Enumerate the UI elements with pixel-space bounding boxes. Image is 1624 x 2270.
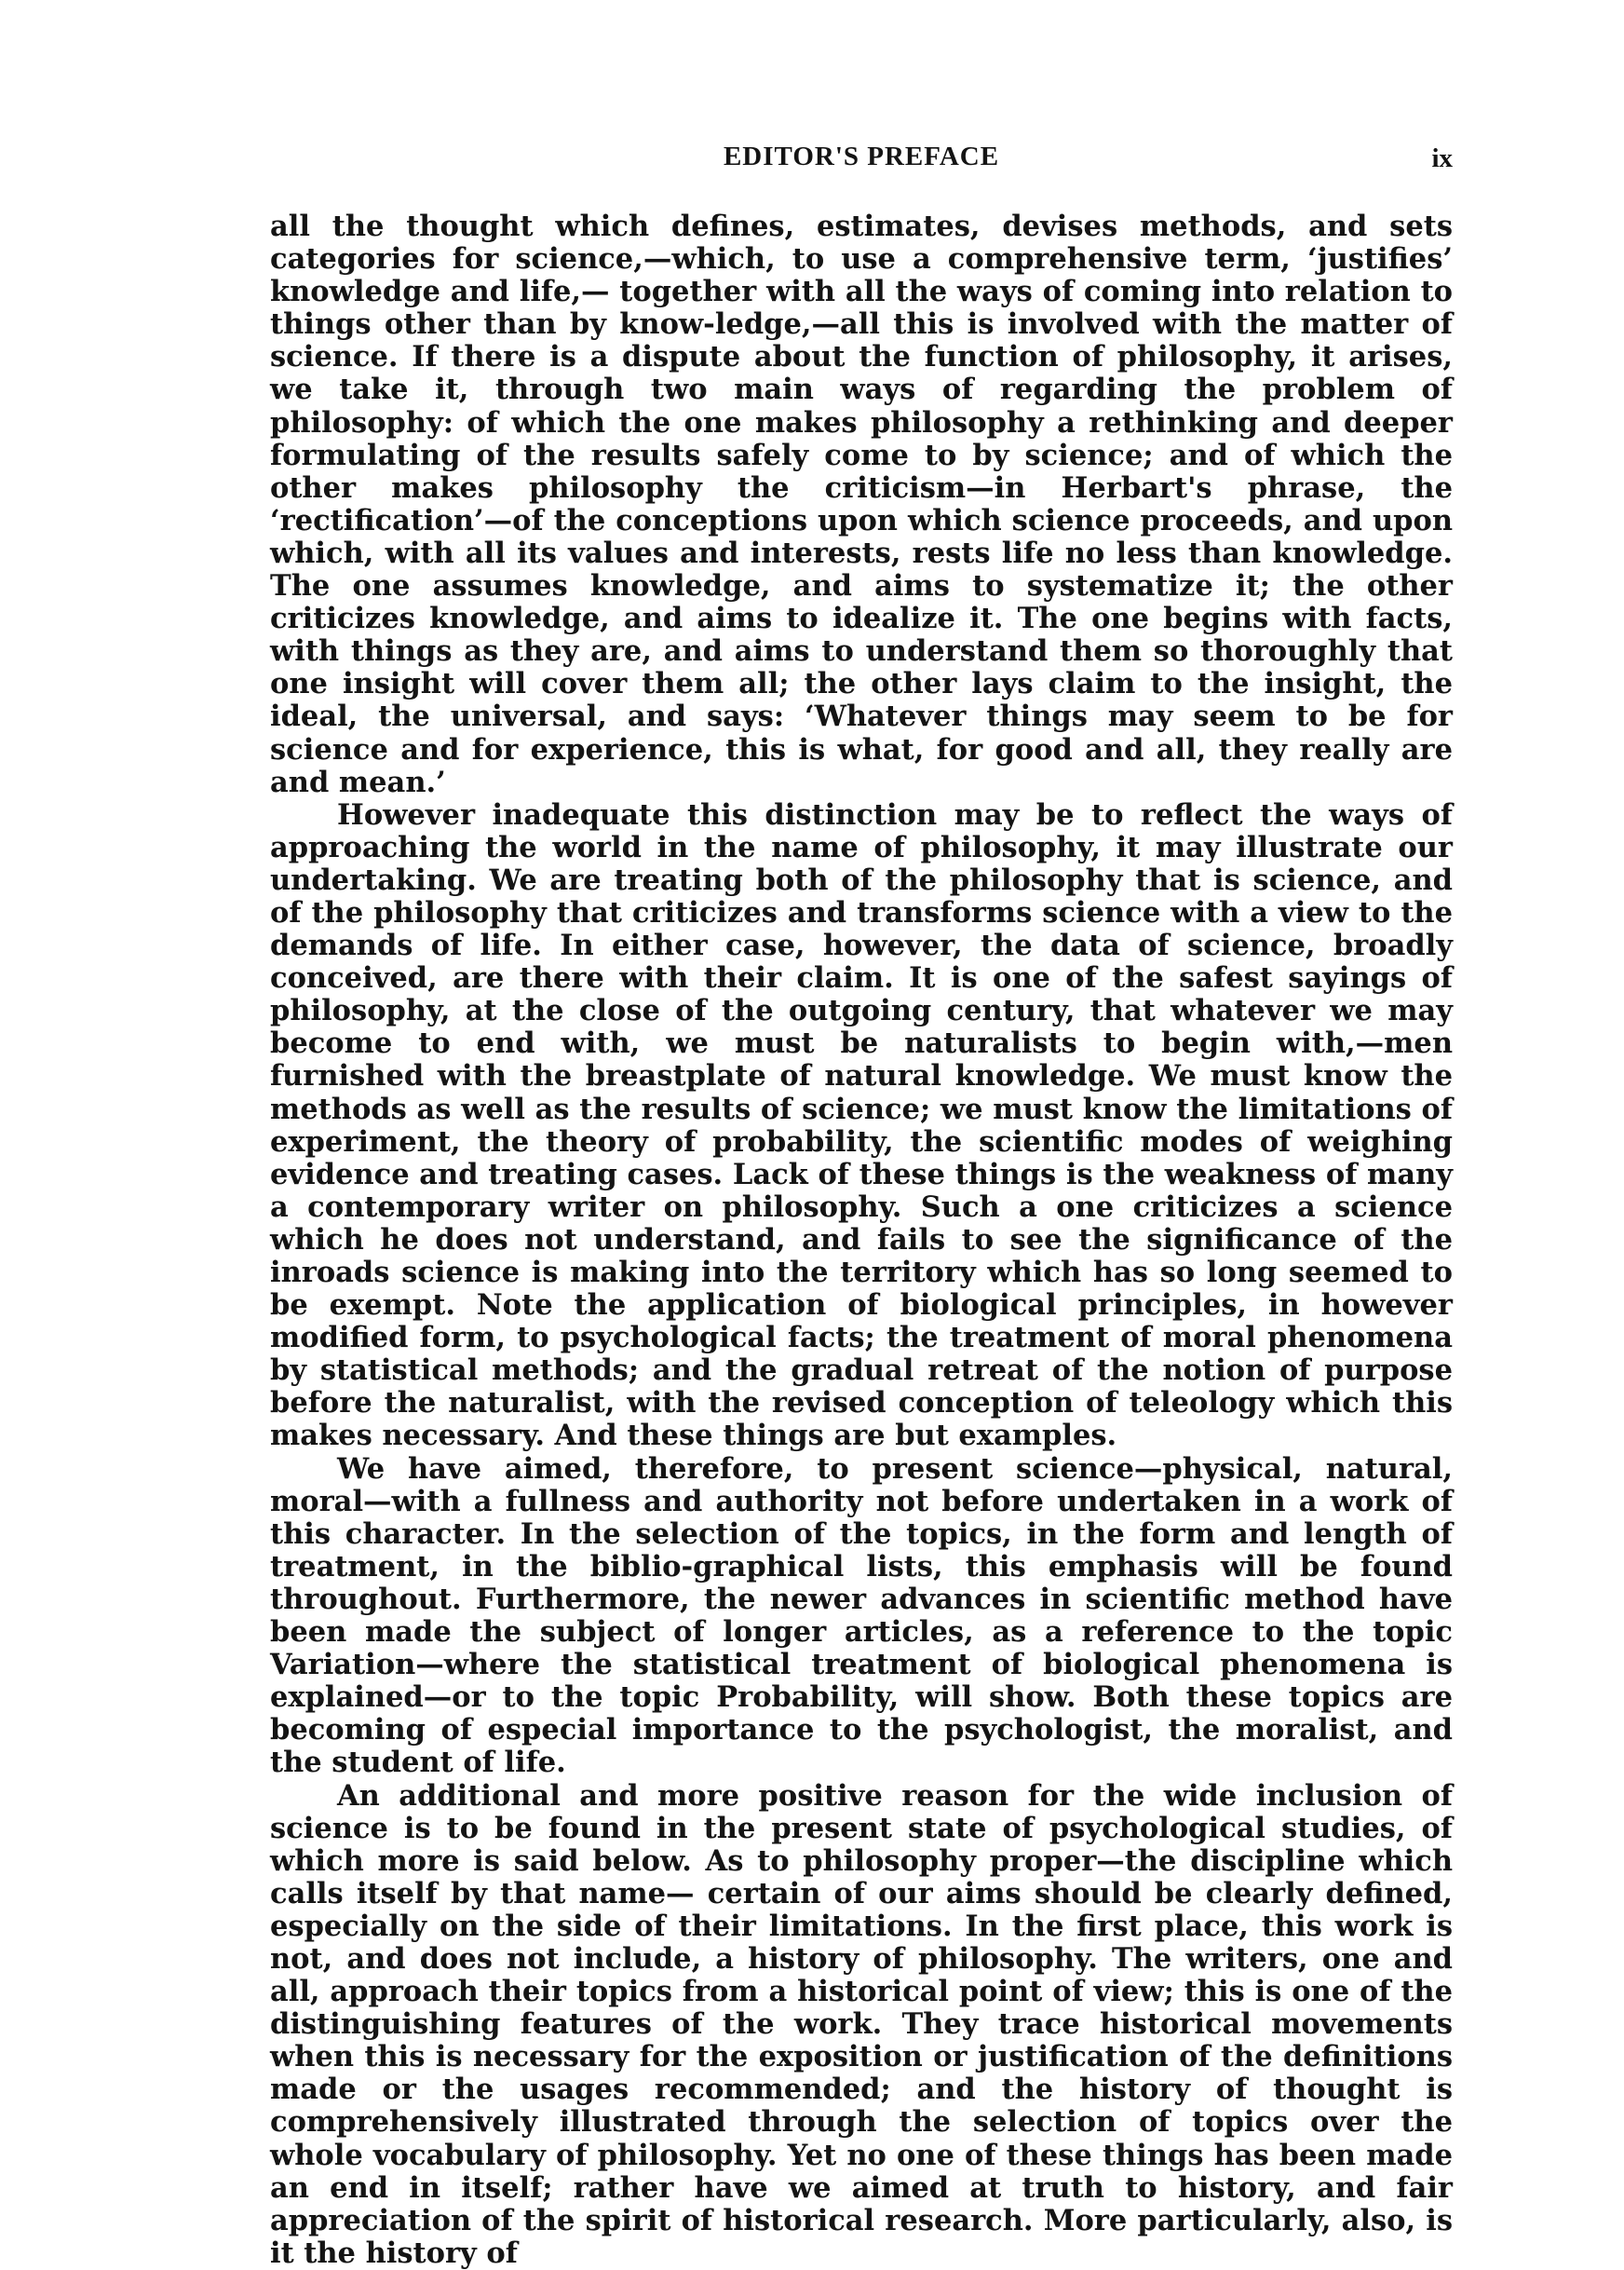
paragraph: However inadequate this distinction may be to reflect the ways of approaching the world in the name of philosophy, it may illustrate our undertaking. We are treating both of the philosophy that is science, and of the philosophy that criticizes and transforms science with a view to the demands of life. In either case, however, the data of science, broadly conceived, are there with their claim. It is one of the safest sayings of philosophy, at the close of the outgoing century, that whatever we may become to end with, we must be naturalists to begin with,—men furnished with the breastplate of natural knowledge. We must know the methods as well as the results of science; we must know the limitations of experiment, the theory of probability, the scientific modes of weighing evidence and treating cases. Lack of these things is the weakness of many a contemporary writer on philosophy. Such a one criticizes a science which he does not understand, and fails to see the significance of the inroads science is making into the territory which has so long seemed to be exempt. Note the application of biological principles, in however modified form, to psychological facts; the treatment of moral phenomena by statistical methods; and the gradual retreat of the notion of purpose before the naturalist, with the revised conception of teleology which this makes necessary. And these things are but examples. [270,797,1453,1453]
page-number: ix [1431,143,1453,173]
running-header [270,142,1453,179]
header-title: EDITOR'S PREFACE [723,142,1000,171]
body-text [270,211,1453,2270]
paragraph: An additional and more positive reason for the wide inclusion of science is to be found in the present state of psychological studies, of which more is said below. As to philosophy proper—the discipline which calls itself by that name— certain of our aims should be clearly defined, especially on the side of their limitations. In the first place, this work is not, and does not include, a history of philosophy. The writers, one and all, approach their topics from a historical point of view; this is one of the distinguishing features of the work. They trace historical movements when this is necessary for the exposition or justification of the definitions made or the usages recommended; and the history of thought is comprehensively illustrated through the selection of topics over the whole vocabulary of philosophy. Yet no one of these things has been made an end in itself; rather have we aimed at truth to history, and fair appreciation of the spirit of historical research. More particularly, also, is it the history of [270,1778,1453,2270]
paragraph: We have aimed, therefore, to present science—physical, natural, moral—with a fullness and authority not before undertaken in a work of this character. In the selection of the topics, in the form and length of treatment, in the biblio-graphical lists, this emphasis will be found throughout. Furthermore, the newer advances in scientific method have been made the subject of longer articles, as a reference to the topic Variation—where the statistical treatment of biological phenomena is explained—or to the topic Probability, will show. Both these topics are becoming of especial importance to the psychologist, the moralist, and the student of life. [270,1451,1453,1780]
paragraph: all the thought which defines, estimates, devises methods, and sets categories for science,—which, to use a comprehensive term, ‘justifies’ knowledge and life,— together with all the ways of coming into relation to things other than by know-ledge,—all this is involved with the matter of science. If there is a dispute about the function of philosophy, it arises, we take it, through two main ways of regarding the problem of philosophy: of which the one makes philosophy a rethinking and deeper formulating of the results safely come to by science; and of which the other makes philosophy the criticism—in Herbart's phrase, the ‘rectification’—of the conceptions upon which science proceeds, and upon which, with all its values and interests, rests life no less than knowledge. The one assumes knowledge, and aims to systematize it; the other criticizes knowledge, and aims to idealize it. The one begins with facts, with things as they are, and aims to understand them so thoroughly that one insight will cover them all; the other lays claim to the insight, the ideal, the universal, and says: ‘Whatever things may seem to be for science and for experience, this is what, for good and all, they really are and mean.’ [270,210,1453,799]
